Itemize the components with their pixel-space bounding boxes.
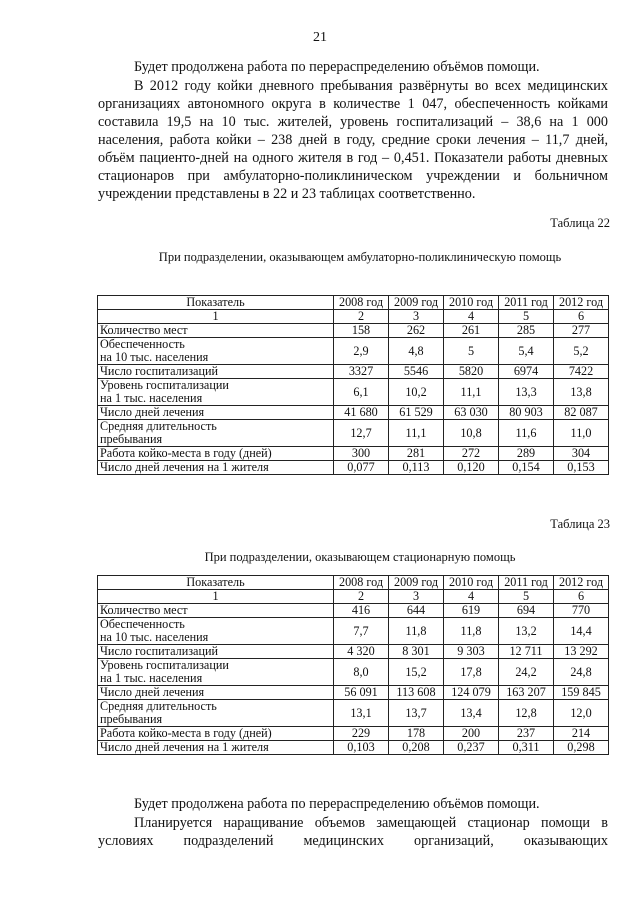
row-label: Количество мест — [98, 604, 334, 618]
value-cell: 0,153 — [554, 461, 609, 475]
value-cell: 0,077 — [334, 461, 389, 475]
value-cell: 5 — [444, 338, 499, 365]
table-row — [98, 406, 609, 420]
value-cell: 0,154 — [499, 461, 554, 475]
row-label: Работа койко-места в году (дней) — [98, 447, 334, 461]
value-cell: 5546 — [389, 365, 444, 379]
value-cell: 12,8 — [499, 700, 554, 727]
table-row — [98, 659, 609, 686]
index-cell: 3 — [389, 310, 444, 324]
value-cell: 0,311 — [499, 741, 554, 755]
table-row — [98, 447, 609, 461]
value-cell: 200 — [444, 727, 499, 741]
value-cell: 416 — [334, 604, 389, 618]
value-cell: 10,2 — [389, 379, 444, 406]
row-label: Число дней лечения на 1 жителя — [98, 741, 334, 755]
table-header-row — [98, 296, 609, 310]
index-cell: 3 — [389, 590, 444, 604]
value-cell: 12,0 — [554, 700, 609, 727]
value-cell: 8,0 — [334, 659, 389, 686]
value-cell: 12 711 — [499, 645, 554, 659]
row-label: Обеспеченность на 10 тыс. населения — [98, 618, 334, 645]
header-cell: 2009 год — [389, 576, 444, 590]
value-cell: 4 320 — [334, 645, 389, 659]
table-index-row — [98, 310, 609, 324]
value-cell: 5,2 — [554, 338, 609, 365]
value-cell: 770 — [554, 604, 609, 618]
table-23 — [97, 575, 609, 755]
value-cell: 8 301 — [389, 645, 444, 659]
header-cell: 2008 год — [334, 296, 389, 310]
value-cell: 6974 — [499, 365, 554, 379]
header-cell: 2009 год — [389, 296, 444, 310]
value-cell: 11,0 — [554, 420, 609, 447]
value-cell: 289 — [499, 447, 554, 461]
table-row — [98, 741, 609, 755]
value-cell: 262 — [389, 324, 444, 338]
paragraph-planned-increase: Планируется наращивание объемов замещающей стационар помощи в условиях подразделений медицинских организаций, оказывающих — [98, 815, 608, 849]
value-cell: 277 — [554, 324, 609, 338]
index-cell: 4 — [444, 590, 499, 604]
row-label: Средняя длительность пребывания — [98, 700, 334, 727]
index-cell: 6 — [554, 590, 609, 604]
value-cell: 9 303 — [444, 645, 499, 659]
value-cell: 261 — [444, 324, 499, 338]
row-label: Число госпитализаций — [98, 365, 334, 379]
row-label: Число госпитализаций — [98, 645, 334, 659]
value-cell: 5,4 — [499, 338, 554, 365]
value-cell: 13,3 — [499, 379, 554, 406]
table-23-caption: При подразделении, оказывающем стационарную помощь — [204, 550, 516, 564]
value-cell: 619 — [444, 604, 499, 618]
row-label: Число дней лечения — [98, 406, 334, 420]
value-cell: 214 — [554, 727, 609, 741]
value-cell: 7,7 — [334, 618, 389, 645]
value-cell: 0,208 — [389, 741, 444, 755]
table-23-label: Таблица 23 — [550, 517, 610, 531]
value-cell: 285 — [499, 324, 554, 338]
value-cell: 113 608 — [389, 686, 444, 700]
table-index-row — [98, 590, 609, 604]
value-cell: 11,8 — [444, 618, 499, 645]
row-label: Число дней лечения — [98, 686, 334, 700]
header-cell: 2011 год — [499, 576, 554, 590]
value-cell: 13,2 — [499, 618, 554, 645]
row-label: Уровень госпитализации на 1 тыс. населения — [98, 379, 334, 406]
header-cell: 2008 год — [334, 576, 389, 590]
index-cell: 1 — [98, 310, 334, 324]
table-row — [98, 686, 609, 700]
value-cell: 281 — [389, 447, 444, 461]
table-row — [98, 379, 609, 406]
value-cell: 237 — [499, 727, 554, 741]
value-cell: 41 680 — [334, 406, 389, 420]
row-label: Обеспеченность на 10 тыс. населения — [98, 338, 334, 365]
value-cell: 12,7 — [334, 420, 389, 447]
value-cell: 11,6 — [499, 420, 554, 447]
table-row — [98, 645, 609, 659]
row-label: Работа койко-места в году (дней) — [98, 727, 334, 741]
paragraph-day-beds: В 2012 году койки дневного пребывания развёрнуты во всех медицинских организациях автономного округа в количестве 1 047, обеспеченность койками составила 19,5 на 10 тыс. жителей, уровень госпитализаций – 38,6 на 1 000 населения, работа койки – 238 дней в году, средние сроки лечения – 11,7 дней, объём пациенто-дней на одного жителя в год – 0,451. Показатели работы дневных стационаров при амбулаторно-поликлиническом учреждении и больничном учреждении представлены в 22 и 23 таблицах соответственно. — [98, 78, 608, 202]
value-cell: 304 — [554, 447, 609, 461]
value-cell: 11,8 — [389, 618, 444, 645]
value-cell: 124 079 — [444, 686, 499, 700]
value-cell: 0,298 — [554, 741, 609, 755]
value-cell: 13 292 — [554, 645, 609, 659]
header-cell: 2010 год — [444, 296, 499, 310]
value-cell: 2,9 — [334, 338, 389, 365]
paragraph-redistribution-repeat: Будет продолжена работа по перераспределению объёмов помощи. — [134, 796, 540, 812]
header-cell: 2012 год — [554, 576, 609, 590]
value-cell: 0,237 — [444, 741, 499, 755]
table-row — [98, 727, 609, 741]
value-cell: 159 845 — [554, 686, 609, 700]
table-row — [98, 461, 609, 475]
header-cell: 2012 год — [554, 296, 609, 310]
paragraph-redistribution: Будет продолжена работа по перераспределению объёмов помощи. — [134, 59, 540, 75]
table-row — [98, 604, 609, 618]
value-cell: 13,1 — [334, 700, 389, 727]
value-cell: 272 — [444, 447, 499, 461]
value-cell: 13,7 — [389, 700, 444, 727]
index-cell: 6 — [554, 310, 609, 324]
value-cell: 158 — [334, 324, 389, 338]
value-cell: 13,4 — [444, 700, 499, 727]
value-cell: 7422 — [554, 365, 609, 379]
table-row — [98, 420, 609, 447]
value-cell: 178 — [389, 727, 444, 741]
value-cell: 4,8 — [389, 338, 444, 365]
row-label: Количество мест — [98, 324, 334, 338]
index-cell: 2 — [334, 590, 389, 604]
header-cell: Показатель — [98, 576, 334, 590]
table-22 — [97, 295, 609, 475]
table-row — [98, 324, 609, 338]
value-cell: 11,1 — [444, 379, 499, 406]
value-cell: 24,8 — [554, 659, 609, 686]
header-cell: Показатель — [98, 296, 334, 310]
table-22-caption: При подразделении, оказывающем амбулаторно-поликлиническую помощь — [158, 250, 562, 264]
value-cell: 0,103 — [334, 741, 389, 755]
value-cell: 3327 — [334, 365, 389, 379]
value-cell: 5820 — [444, 365, 499, 379]
header-cell: 2011 год — [499, 296, 554, 310]
table-row — [98, 618, 609, 645]
index-cell: 1 — [98, 590, 334, 604]
value-cell: 229 — [334, 727, 389, 741]
value-cell: 14,4 — [554, 618, 609, 645]
table-row — [98, 700, 609, 727]
value-cell: 163 207 — [499, 686, 554, 700]
page-number: 21 — [313, 30, 327, 45]
value-cell: 694 — [499, 604, 554, 618]
value-cell: 0,113 — [389, 461, 444, 475]
value-cell: 56 091 — [334, 686, 389, 700]
row-label: Средняя длительность пребывания — [98, 420, 334, 447]
row-label: Уровень госпитализации на 1 тыс. населения — [98, 659, 334, 686]
value-cell: 300 — [334, 447, 389, 461]
value-cell: 15,2 — [389, 659, 444, 686]
value-cell: 17,8 — [444, 659, 499, 686]
value-cell: 82 087 — [554, 406, 609, 420]
index-cell: 5 — [499, 590, 554, 604]
value-cell: 644 — [389, 604, 444, 618]
value-cell: 80 903 — [499, 406, 554, 420]
index-cell: 2 — [334, 310, 389, 324]
index-cell: 5 — [499, 310, 554, 324]
value-cell: 63 030 — [444, 406, 499, 420]
value-cell: 13,8 — [554, 379, 609, 406]
value-cell: 10,8 — [444, 420, 499, 447]
table-22-label: Таблица 22 — [550, 216, 610, 230]
value-cell: 0,120 — [444, 461, 499, 475]
table-row — [98, 338, 609, 365]
table-22-body — [98, 324, 609, 475]
value-cell: 61 529 — [389, 406, 444, 420]
value-cell: 11,1 — [389, 420, 444, 447]
value-cell: 6,1 — [334, 379, 389, 406]
table-23-body — [98, 604, 609, 755]
header-cell: 2010 год — [444, 576, 499, 590]
row-label: Число дней лечения на 1 жителя — [98, 461, 334, 475]
value-cell: 24,2 — [499, 659, 554, 686]
index-cell: 4 — [444, 310, 499, 324]
table-row — [98, 365, 609, 379]
table-header-row — [98, 576, 609, 590]
